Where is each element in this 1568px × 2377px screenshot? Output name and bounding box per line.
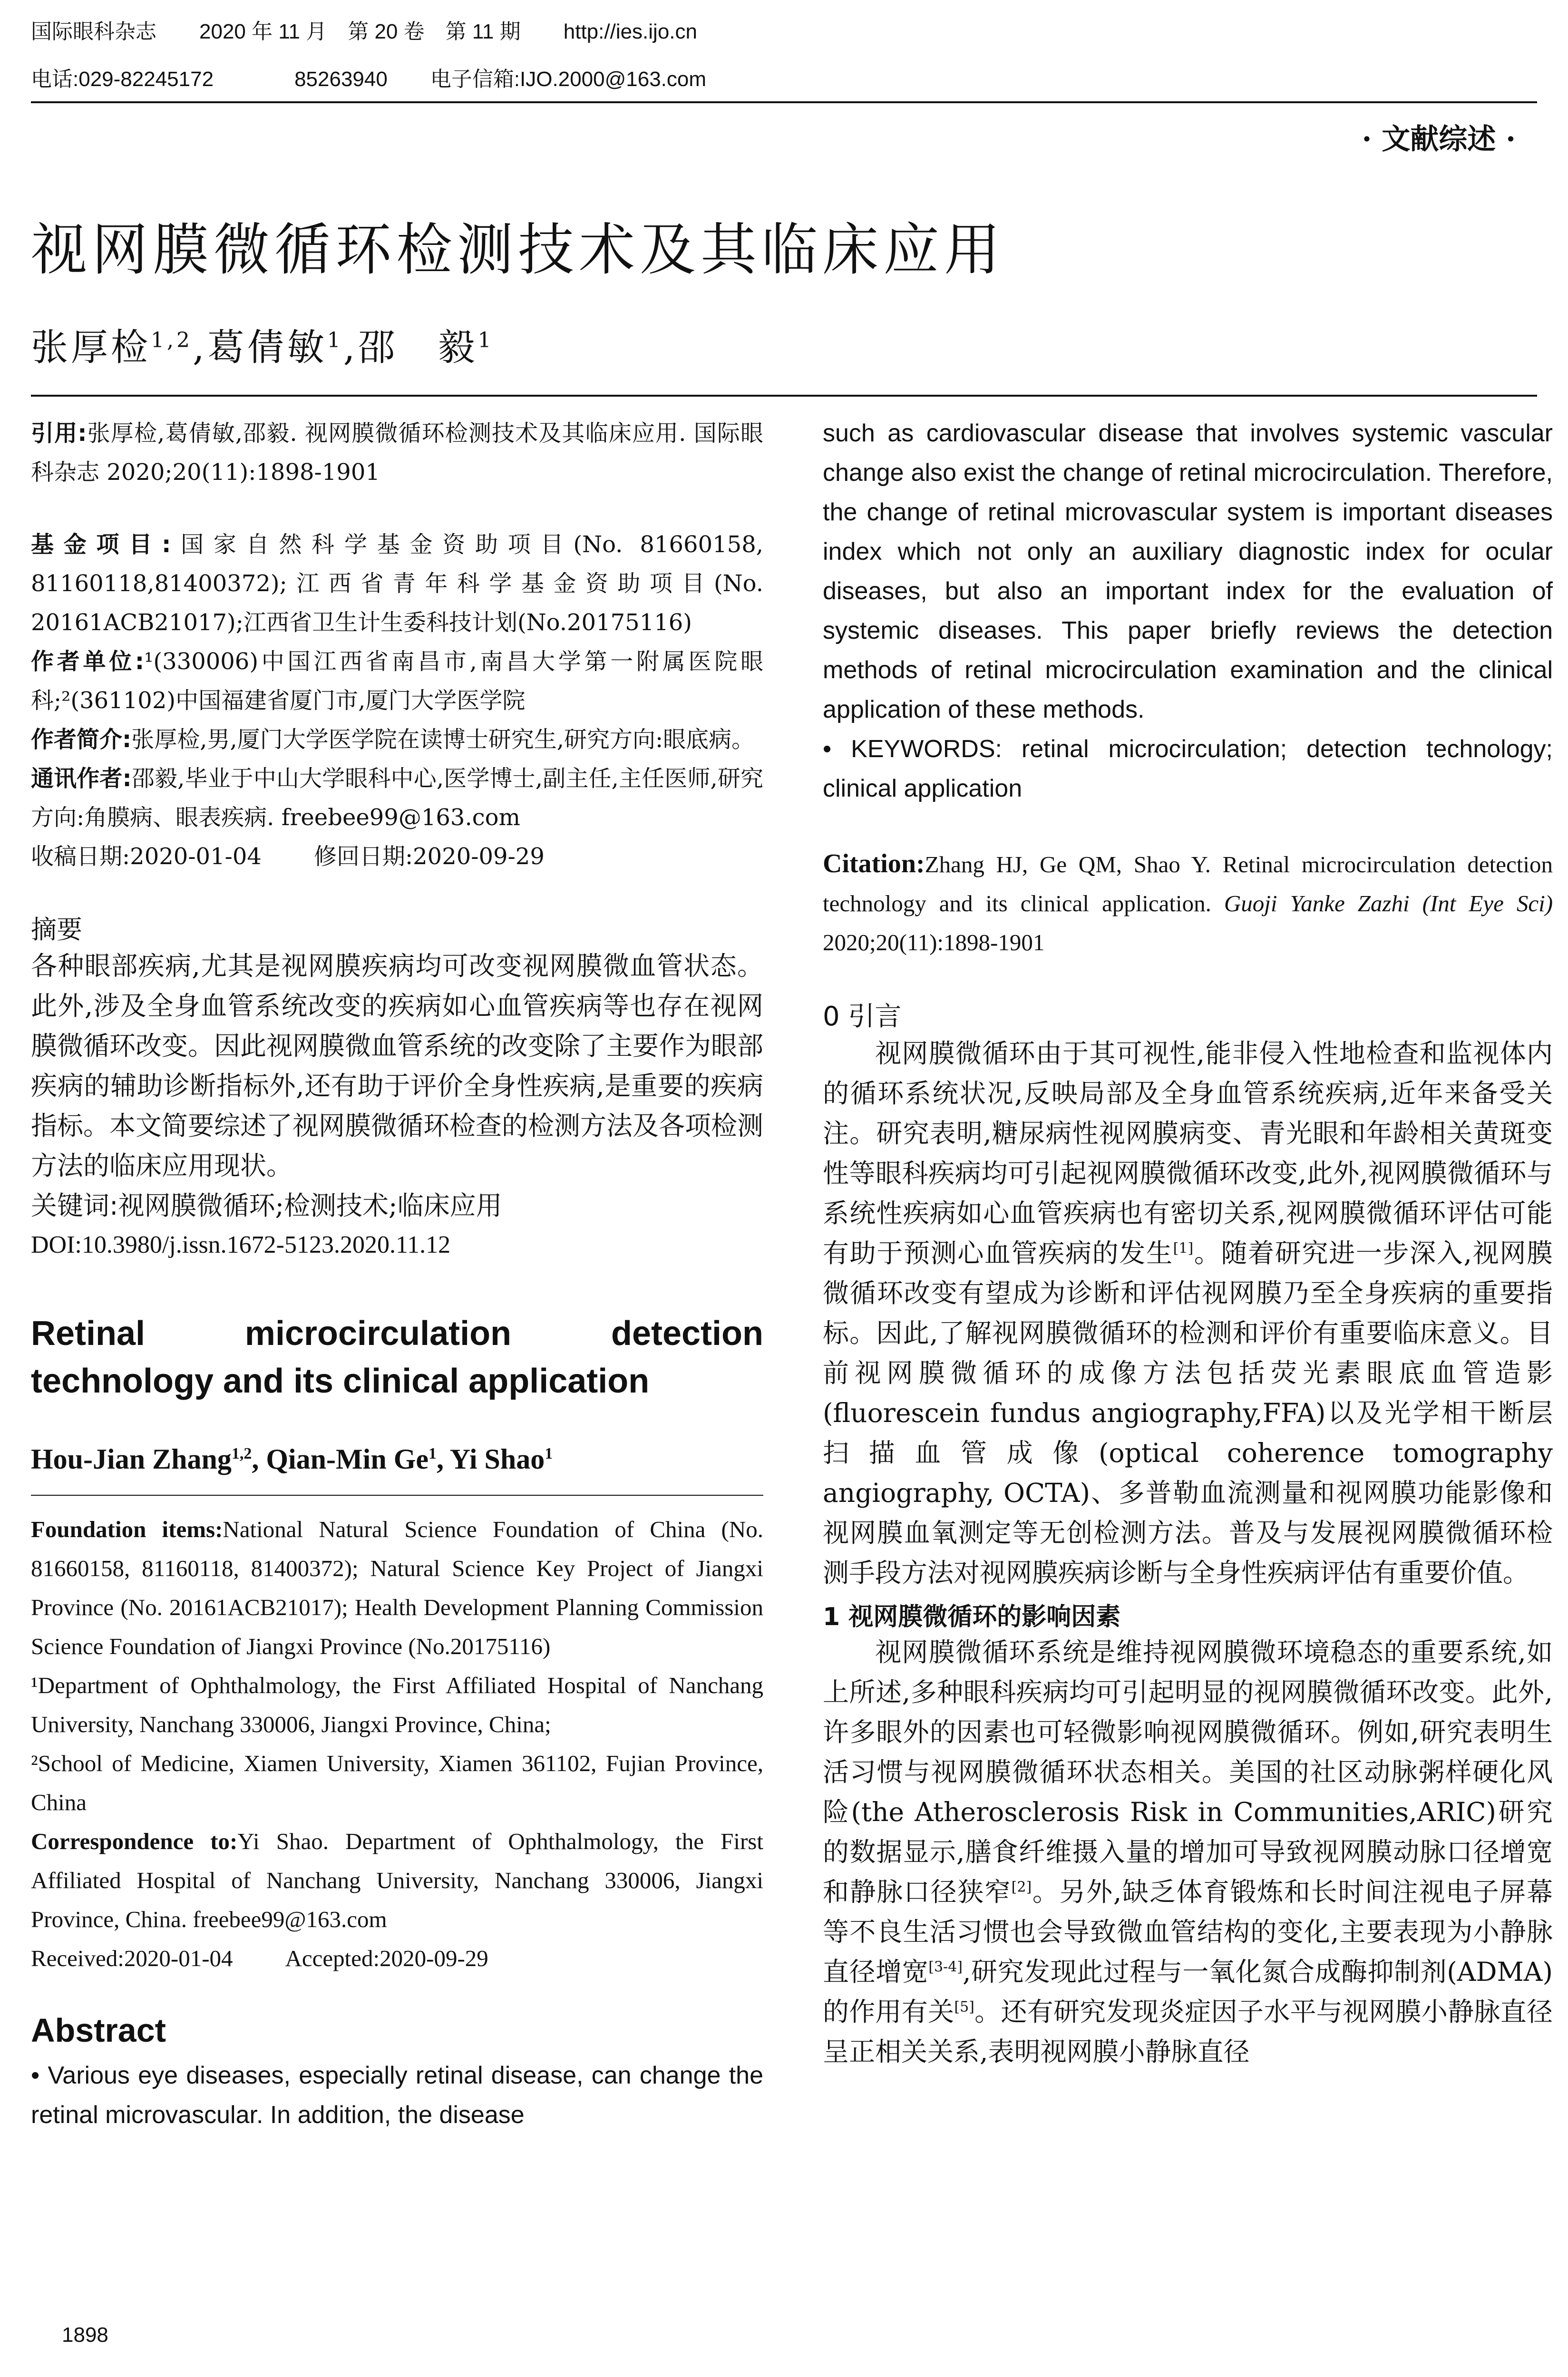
- ref-3: [3-4]: [928, 1958, 963, 1976]
- author-list: [31, 318, 494, 371]
- english-title: Retinal microcirculation detection technology and its clinical application: [31, 1315, 763, 1400]
- citation-en-tail: 2020;20(11):1898-1901: [823, 929, 1045, 955]
- affiliation-cn-label: 作者单位:: [31, 648, 145, 675]
- ref-1: [1]: [1173, 1240, 1194, 1257]
- correspondence-en: [31, 1822, 763, 1939]
- english-authors: [31, 1443, 763, 1476]
- affiliation-en-1: ¹Department of Ophthalmology, the First Affiliated Hospital of Nanchang University, Nanchang 330006, Jiangxi Province, China;: [31, 1672, 763, 1737]
- dates-cn: [31, 837, 763, 876]
- accepted-en: Accepted:2020-09-29: [285, 1945, 488, 1971]
- citation-en-label: Citation:: [823, 849, 925, 878]
- email: 电子信箱:IJO.2000@163.com: [430, 68, 707, 91]
- received-en: Received:2020-01-04: [31, 1945, 233, 1971]
- section-0-text-a: 视网膜微循环由于其可视性,能非侵入性地检查和监视体内的循环系统状况,反映局部及全身血管系统疾病,近年来备受关注。研究表明,糖尿病性视网膜病变、青光眼和年龄相关黄斑变性等眼科疾病均可引起视网膜微循环改变,此外,视网膜微循环与系统性疾病如心血管疾病也有密切关系,视网膜微循环评估可能有助于预测心血管疾病的发生: [823, 1038, 1553, 1268]
- journal-url: http://ies.ijo.cn: [563, 20, 698, 43]
- foundation-en: [31, 1510, 763, 1666]
- en-author-2: , Qian-Min Ge: [252, 1443, 429, 1475]
- en-author-3: , Yi Shao: [437, 1443, 545, 1475]
- header-rule: [31, 101, 1537, 103]
- foundation-en-text: National Natural Science Foundation of China (No. 81660158, 81160118, 81400372); Natural Science Key Project of Jiangxi Province (No. 20161ACB21017); Health Development Planning Commission Science Foundation of Jiangxi Province (No.20175116): [31, 1516, 763, 1659]
- section-0-text-b: 。随着研究进一步深入,视网膜微循环改变有望成为诊断和评估视网膜乃至全身疾病的重要指标。因此,了解视网膜微循环的检测和评价有重要临床意义。目前视网膜微循环的成像方法包括荧光素眼底血管造影(fluorescein fundus angiography,FFA)以及光学相干断层扫描血管成像(optical coherence tomography angiography, OCTA)、多普勒血流测量和视网膜功能影像和视网膜血氧测定等无创检测方法。普及与发展视网膜微循环检测手段方法对视网膜疾病诊断与全身性疾病评估有重要价值。: [823, 1238, 1553, 1588]
- page-number: 1898: [62, 2323, 108, 2347]
- author-3-affil: 1: [477, 328, 494, 352]
- correspondence-cn-text: 邵毅,毕业于中山大学眼科中心,医学博士,副主任,主任医师,研究方向:角膜病、眼表疾病. freebee99@163.com: [31, 765, 763, 831]
- abstract-en-heading: Abstract: [31, 2012, 166, 2049]
- section-tag: · 文献综述 ·: [1362, 123, 1516, 156]
- citation-en-text: Zhang HJ, Ge QM, Shao Y. Retinal microcirculation detection technology and its clinical application.: [823, 851, 1553, 916]
- section-1-text-a: 视网膜微循环系统是维持视网膜微环境稳态的重要系统,如上所述,多种眼科疾病均可引起明显的视网膜微循环改变。此外,许多眼外的因素也可轻微影响视网膜微循环。例如,研究表明生活习惯与视网膜微循环状态相关。美国的社区动脉粥样硬化风险(the Atherosclerosis Risk in Communities,ARIC)研究的数据显示,膳食纤维摄入量的增加可导致视网膜动脉口径增宽和静脉口径狭窄: [823, 1637, 1553, 1907]
- citation-en: [823, 844, 1553, 962]
- keywords-en: • KEYWORDS: retinal microcirculation; detection technology; clinical application: [823, 735, 1553, 802]
- foundation-en-label: Foundation items:: [31, 1516, 223, 1542]
- dates-en: [31, 1939, 763, 1978]
- author-bio-cn-text: 张厚检,男,厦门大学医学院在读博士研究生,研究方向:眼底病。: [131, 726, 755, 753]
- left-column: [31, 414, 763, 2135]
- correspondence-en-label: Correspondence to:: [31, 1828, 238, 1854]
- revised-cn: 修回日期:2020-09-29: [313, 843, 545, 870]
- author-3: ,邵 毅: [343, 326, 478, 369]
- phone: 电话:029-82245172: [31, 68, 214, 91]
- doi: DOI:10.3980/j.issn.1672-5123.2020.11.12: [31, 1231, 451, 1258]
- citation-cn: [31, 414, 763, 492]
- abstract-cn-text: 各种眼部疾病,尤其是视网膜疾病均可改变视网膜微血管状态。此外,涉及全身血管系统改变的疾病如心血管疾病等也存在视网膜微循环改变。因此视网膜微血管系统的改变除了主要作为眼部疾病的辅助诊断指标外,还有助于评价全身性疾病,是重要的疾病指标。本文简要综述了视网膜微循环检查的检测方法及各项检测方法的临床应用现状。: [31, 951, 764, 1181]
- ref-2: [2]: [1011, 1879, 1032, 1896]
- author-bio-cn-label: 作者简介:: [31, 726, 132, 753]
- correspondence-cn: [31, 759, 763, 837]
- section-1-text-c: ,研究发现此过程与一氧化氮合成酶抑制剂(ADMA)的作用有关: [823, 1957, 1553, 2027]
- en-author-2-affil: 1: [429, 1445, 437, 1462]
- keywords-cn-label: 关键词:: [31, 1190, 118, 1221]
- section-1-text-b: 。另外,缺乏体育锻炼和长时间注视电子屏幕等不良生活习惯也会导致微血管结构的变化,主要表现为小静脉直径增宽: [823, 1877, 1553, 1987]
- ref-4: [5]: [954, 1998, 974, 2016]
- keywords-cn: [31, 1186, 763, 1226]
- running-header-line1: [31, 17, 740, 47]
- section-0-heading: 0 引言: [823, 1001, 902, 1032]
- running-header-line2: [31, 64, 749, 95]
- funding-cn-text: 国家自然科学基金资助项目(No. 81660158, 81160118,81400372);江西省青年科学基金资助项目(No. 20161ACB21017);江西省卫生计生委科技计划(No.20175116): [31, 531, 763, 636]
- keywords-cn-text: 视网膜微循环;检测技术;临床应用: [118, 1190, 502, 1221]
- english-author-rule: [31, 1495, 763, 1496]
- citation-en-journal: Guoji Yanke Zazhi (Int Eye Sci): [1224, 890, 1553, 916]
- journal-name: 国际眼科杂志: [31, 20, 156, 43]
- author-1-affil: 1,2: [151, 328, 193, 352]
- author-bio-cn: [31, 720, 763, 759]
- article-title: 视网膜微循环检测技术及其临床应用: [31, 217, 1005, 283]
- section-1-paragraph: [823, 1632, 1553, 2072]
- en-author-3-affil: 1: [545, 1445, 553, 1462]
- funding-cn: [31, 525, 763, 642]
- section-0-paragraph: [823, 1033, 1553, 1593]
- received-cn: 收稿日期:2020-01-04: [31, 843, 262, 870]
- correspondence-en-text: Yi Shao. Department of Ophthalmology, the First Affiliated Hospital of Nanchang University, Nanchang 330006, Jiangxi Province, China. freebee99@163.com: [31, 1828, 763, 1932]
- correspondence-cn-label: 通讯作者:: [31, 765, 132, 792]
- citation-cn-text: 张厚检,葛倩敏,邵毅. 视网膜微循环检测技术及其临床应用. 国际眼科杂志 2020;20(11):1898-1901: [31, 420, 763, 486]
- author-1: 张厚检: [31, 326, 151, 369]
- author-2: ,葛倩敏: [193, 326, 327, 369]
- author-rule: [31, 395, 1537, 397]
- affiliation-en-2: ²School of Medicine, Xiamen University, Xiamen 361102, Fujian Province, China: [31, 1750, 763, 1815]
- abstract-en-start: • Various eye diseases, especially retinal disease, can change the retinal microvascular. In addition, the disease: [31, 2062, 763, 2129]
- section-1-heading: 1 视网膜微循环的影响因素: [823, 1603, 1121, 1631]
- affiliation-cn-text: ¹(330006)中国江西省南昌市,南昌大学第一附属医院眼科;²(361102)中国福建省厦门市,厦门大学医学院: [31, 648, 763, 714]
- abstract-cn-heading: 摘要: [31, 915, 82, 945]
- funding-cn-label: 基金项目:: [31, 531, 171, 558]
- phone2: 85263940: [294, 68, 388, 91]
- abstract-en-continued: such as cardiovascular disease that involves systemic vascular change also exist the change of retinal microcirculation. Therefore, the change of retinal microvascular system is important diseases index which not only an auxiliary diagnostic index for ocular diseases, but also an important index for the evaluation of systemic diseases. This paper briefly reviews the detection methods of retinal microcirculation examination and the clinical application of these methods.: [823, 419, 1553, 723]
- author-2-affil: 1: [327, 328, 343, 352]
- en-author-1: Hou-Jian Zhang: [31, 1443, 232, 1475]
- citation-cn-label: 引用:: [31, 420, 87, 447]
- section-1-text-d: 。还有研究发现炎症因子水平与视网膜小静脉直径呈正相关关系,表明视网膜小静脉直径: [823, 1997, 1553, 2067]
- issue-info: 2020 年 11 月 第 20 卷 第 11 期: [199, 20, 521, 43]
- en-author-1-affil: 1,2: [231, 1445, 252, 1462]
- right-column: [823, 414, 1553, 2072]
- affiliation-cn: [31, 642, 763, 720]
